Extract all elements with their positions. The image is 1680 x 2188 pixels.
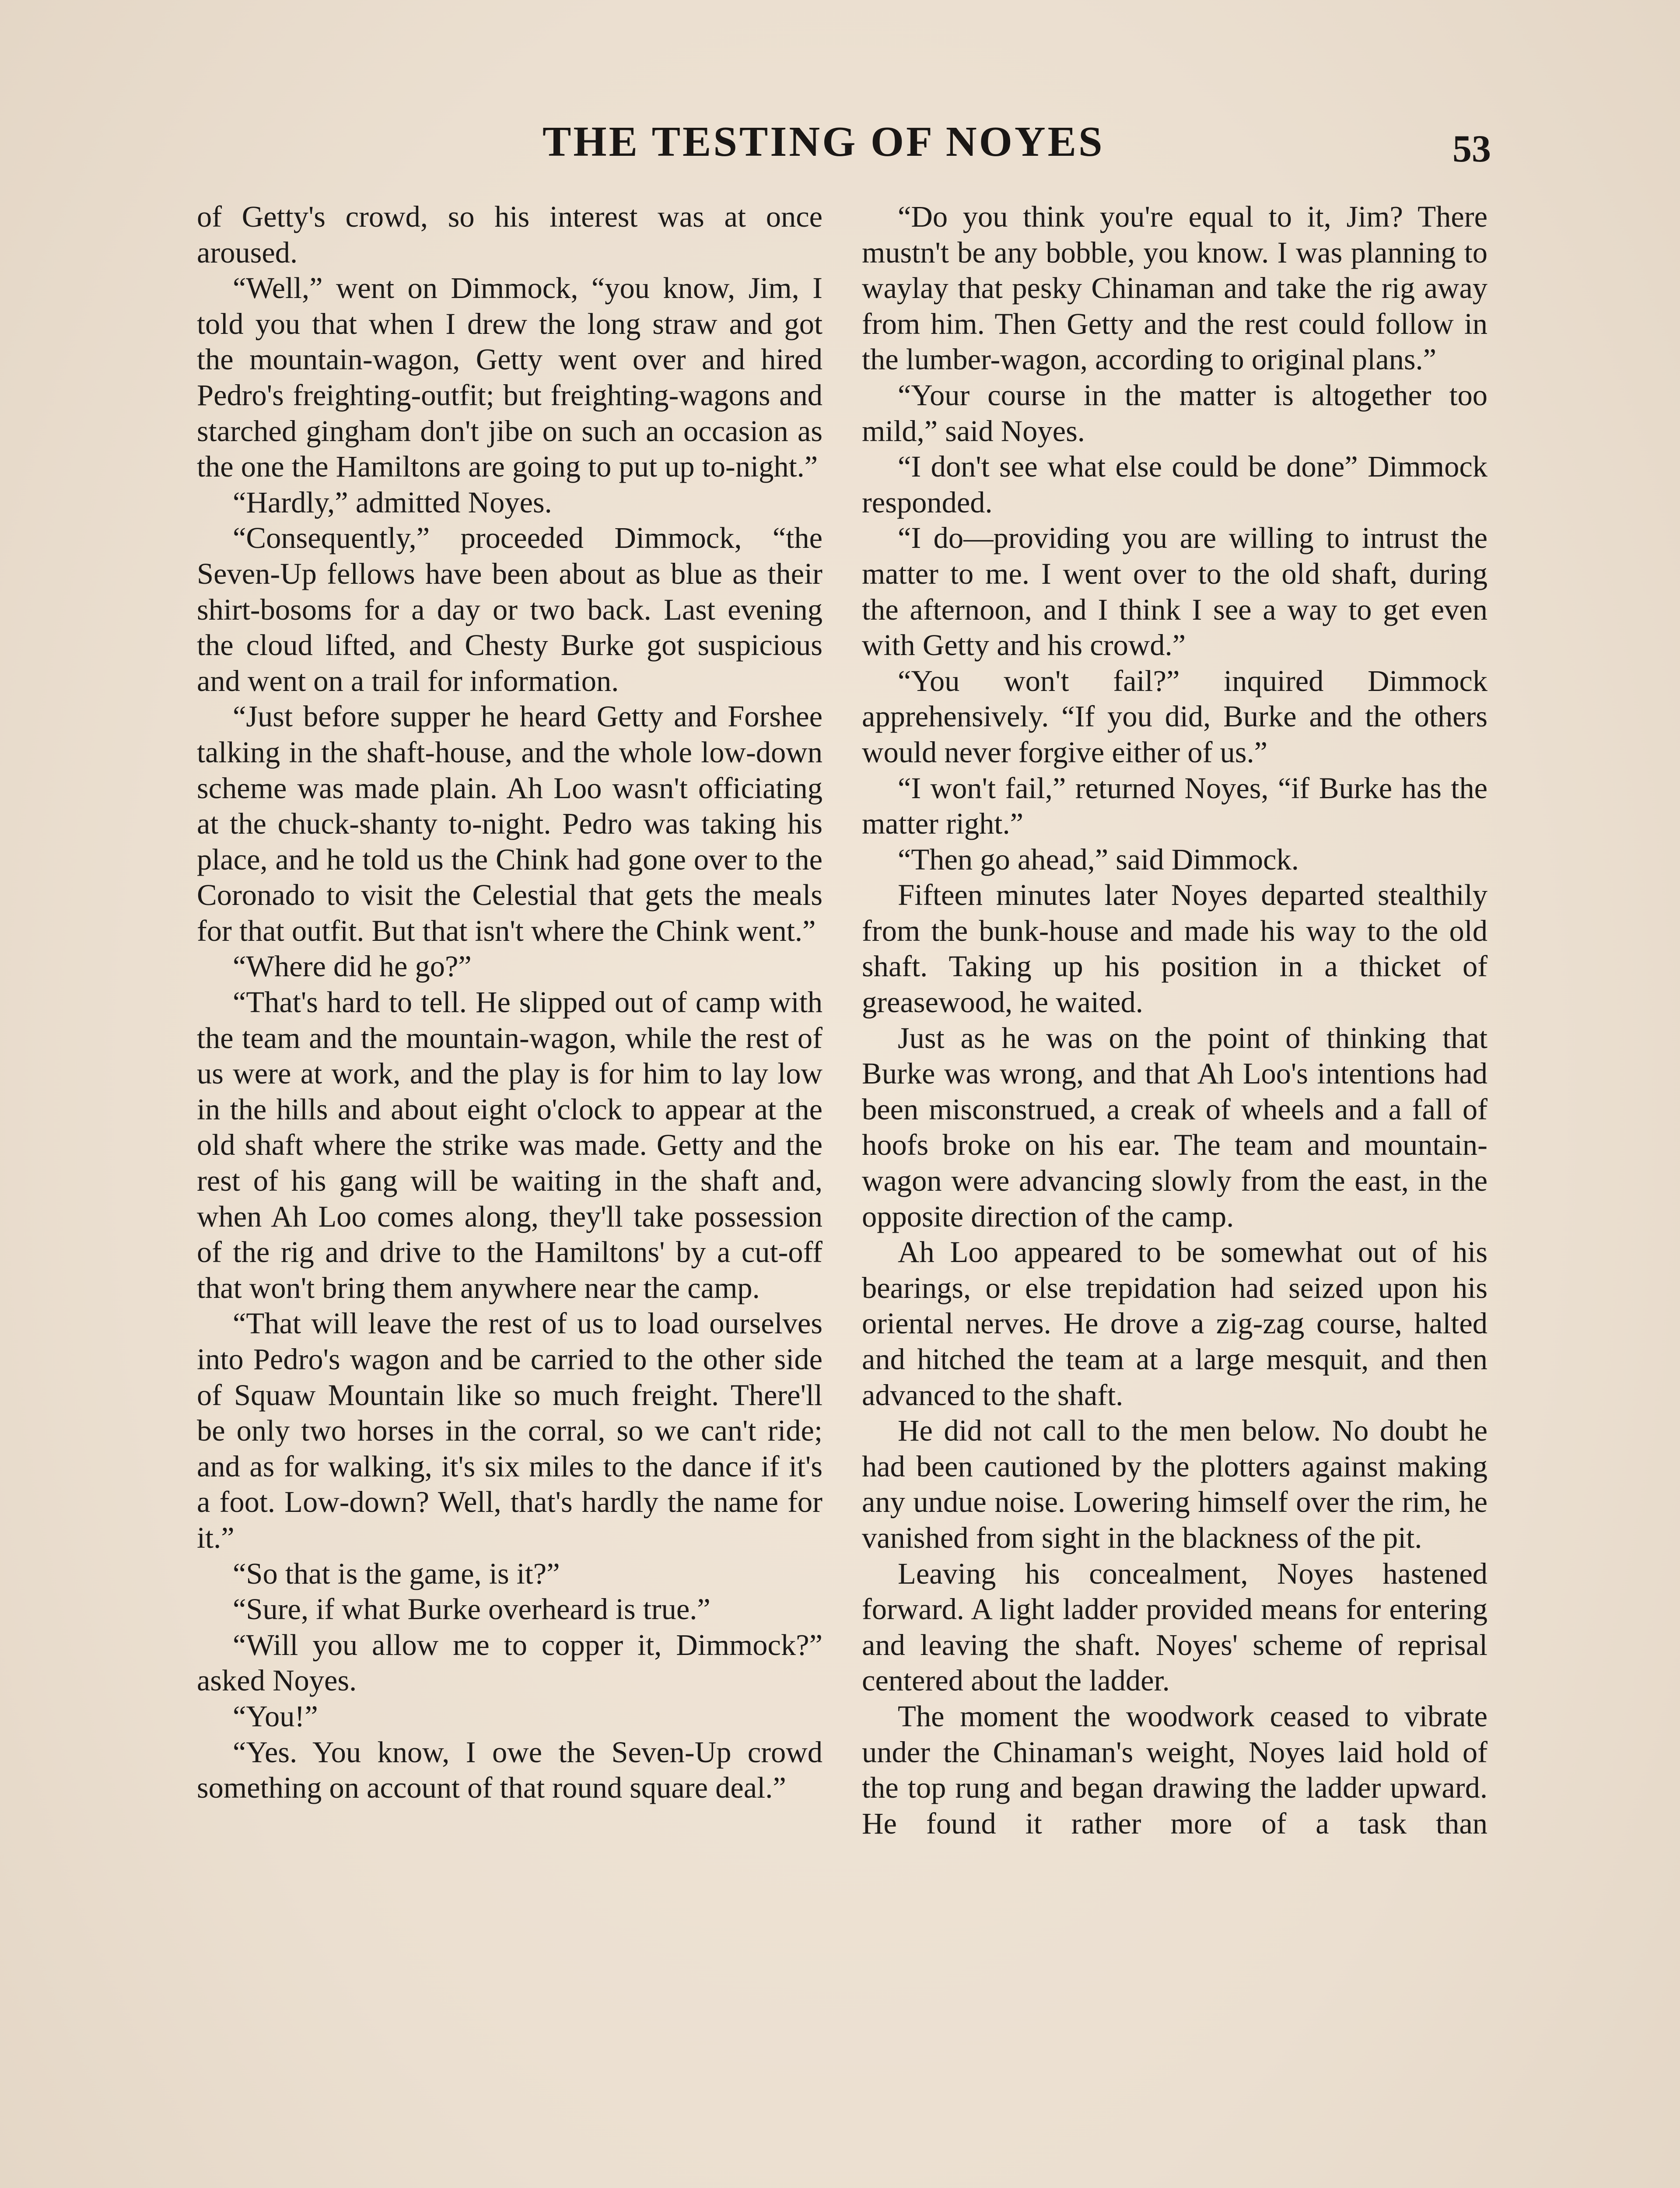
paragraph: “So that is the game, is it?”	[233, 1557, 560, 1590]
paragraph: “I don't see what else could be done” Dimmock responded.	[862, 450, 1488, 519]
paragraph: “Well,” went on Dimmock, “you know, Jim, I told you that when I drew the long straw and got the mountain-wagon, Getty went over and hired Pedro's freighting-outfit; but freighting-wagons and starched gingham don't jibe on such an occasion as the one the Hamiltons are going to put up to-night.”	[197, 271, 822, 484]
paragraph: He did not call to the men below. No doubt he had been cautioned by the plotters against making any undue noise. Lowering himself over the rim, he vanished from sight in the blackness of the pit.	[862, 1414, 1488, 1554]
running-title: THE TESTING OF NOYES	[542, 118, 1105, 165]
paragraph: “Sure, if what Burke overheard is true.”	[233, 1592, 710, 1626]
paragraph: “Just before supper he heard Getty and Forshee talking in the shaft-house, and the whole low-down scheme was made plain. Ah Loo wasn't officiating at the chuck-shanty to-night. Pedro was taking his place, and he told us the Chink had gone over to the Coronado to visit the Celestial that gets the meals for that outfit. But that isn't where the Chink went.”	[197, 700, 822, 947]
paragraph: Ah Loo appeared to be somewhat out of his bearings, or else trepidation had seized upon his oriental nerves. He drove a zig-zag course, halted and hitched the team at a large mesquit, and then advanced to the shaft.	[862, 1235, 1488, 1412]
paragraph: of Getty's crowd, so his interest was at once aroused.	[197, 200, 822, 269]
paragraph: “Then go ahead,” said Dimmock.	[898, 842, 1299, 876]
paragraph: “Your course in the matter is altogether too mild,” said Noyes.	[862, 378, 1488, 448]
right-text-column	[862, 199, 1488, 1841]
paragraph: “Hardly,” admitted Noyes.	[233, 485, 552, 519]
paragraph: “You won't fail?” inquired Dimmock apprehensively. “If you did, Burke and the others would never forgive either of us.”	[862, 664, 1488, 769]
paragraph: “Where did he go?”	[233, 950, 472, 983]
paragraph: “You!”	[233, 1699, 318, 1733]
paragraph: “I won't fail,” returned Noyes, “if Burke has the matter right.”	[862, 771, 1488, 841]
paragraph: “That's hard to tell. He slipped out of camp with the team and the mountain-wagon, while the rest of us were at work, and the play is for him to lay low in the hills and about eight o'clock to appear at the old shaft where the strike was made. Getty and the rest of his gang will be waiting in the shaft and, when Ah Loo comes along, they'll take possession of the rig and drive to the Hamiltons' by a cut-off that won't bring them anywhere near the camp.	[197, 985, 822, 1304]
paragraph: “I do—providing you are willing to intrust the matter to me. I went over to the old shaft, during the afternoon, and I think I see a way to get even with Getty and his crowd.”	[862, 521, 1488, 662]
paragraph: “Yes. You know, I owe the Seven-Up crowd something on account of that round square deal.”	[197, 1735, 822, 1805]
paragraph: Leaving his concealment, Noyes hastened forward. A light ladder provided means for entering and leaving the shaft. Noyes' scheme of reprisal centered about the ladder.	[862, 1557, 1488, 1697]
left-text-column	[197, 199, 822, 1806]
paragraph: “Will you allow me to copper it, Dimmock?” asked Noyes.	[197, 1628, 822, 1697]
paragraph: Fifteen minutes later Noyes departed stealthily from the bunk-house and made his way to the old shaft. Taking up his position in a thicket of greasewood, he waited.	[862, 878, 1488, 1019]
paragraph: Just as he was on the point of thinking that Burke was wrong, and that Ah Loo's intentions had been misconstrued, a creak of wheels and a fall of hoofs broke on his ear. The team and mountain-wagon were advancing slowly from the east, in the opposite direction of the camp.	[862, 1021, 1488, 1233]
page-number: 53	[1452, 128, 1491, 170]
paragraph: “That will leave the rest of us to load ourselves into Pedro's wagon and be carried to the other side of Squaw Mountain like so much freight. There'll be only two horses in the corral, so we can't ride; and as for walking, it's six miles to the dance if it's a foot. Low-down? Well, that's hardly the name for it.”	[197, 1307, 822, 1554]
paragraph: “Consequently,” proceeded Dimmock, “the Seven-Up fellows have been about as blue as their shirt-bosoms for a day or two back. Last evening the cloud lifted, and Chesty Burke got suspicious and went on a trail for information.	[197, 521, 822, 698]
paragraph: The moment the woodwork ceased to vibrate under the Chinaman's weight, Noyes laid hold of the top rung and began drawing the ladder upward. He found it rather more of a task than	[862, 1699, 1488, 1840]
paragraph: “Do you think you're equal to it, Jim? There mustn't be any bobble, you know. I was planning to waylay that pesky Chinaman and take the rig away from him. Then Getty and the rest could follow in the lumber-wagon, according to original plans.”	[862, 200, 1488, 376]
